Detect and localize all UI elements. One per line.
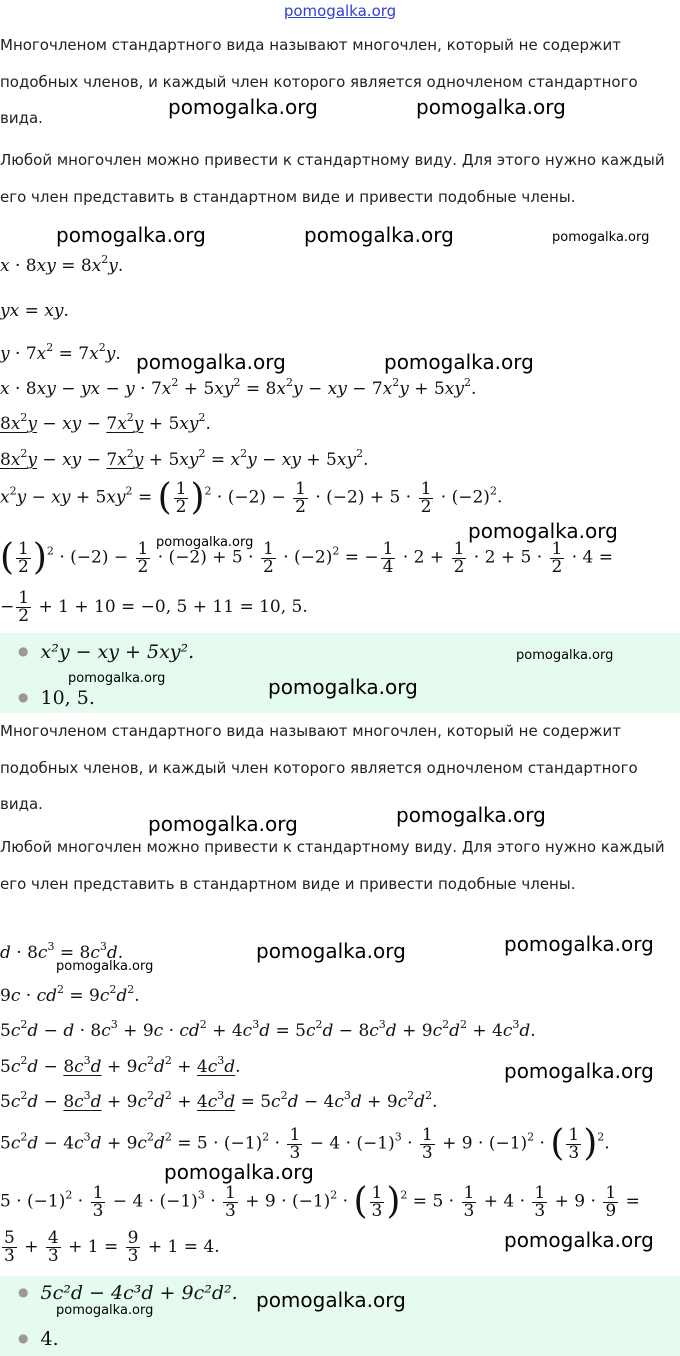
bullet-icon: ● [18,644,29,658]
watermark: pomogalka.org [56,1303,154,1318]
watermark: pomogalka.org [396,803,546,827]
answer-item: ● x²y − xy + 5xy². [18,641,195,663]
answer-item: ● 5c²d − 4c³d + 9c²d². [18,1282,238,1304]
watermark: pomogalka.org [468,519,618,543]
watermark: pomogalka.org [168,95,318,119]
bullet-icon: ● [18,1331,29,1345]
method-paragraph-2: Любой многочлен можно привести к стандартному виду. Для этого нужно каждый его член представить в стандартном виде и привести подобные члены. [0,838,665,893]
math-line: yx = xy. [0,301,69,321]
watermark: pomogalka.org [136,350,286,374]
watermark: pomogalka.org [256,939,406,963]
math-line: $d \cdot 8c^3 = 8c^3d$. [0,940,124,963]
watermark: pomogalka.org [384,350,534,374]
answer-item: ● 4. [18,1328,59,1350]
watermark: pomogalka.org [268,675,418,699]
watermark: pomogalka.org [56,959,154,974]
watermark: pomogalka.org [156,535,254,550]
math-line: $9c \cdot cd^2 = 9c^2d^2$. [0,983,140,1006]
definition-paragraph-2: Многочленом стандартного вида называют многочлен, который не содержит подобных членов, и каждый член которого является одночленом стандартного вида. [0,722,638,813]
watermark: pomogalka.org [552,230,650,245]
method-paragraph-1: Любой многочлен можно привести к стандартному виду. Для этого нужно каждый его член представить в стандартном виде и привести подобные члены. [0,151,665,206]
math-line: ( $\frac{1}{2}$ )$^2$ · (−2) − $\frac{1}{2}$ · (−2) + 5 · $\frac{1}{2}$ · $(-2)^2$ = − $\frac{1}{4}$ · 2 + $\frac{1}{2}$ · 2 + 5 · $\frac{1}{2}$ · 4 = [0,537,614,578]
math-line: $8x^2y$ − xy − $7x^2y + 5xy^2$. [0,411,211,434]
math-line: $x \cdot 8xy = 8x^2y$. [0,253,124,276]
math-line: x · 8xy − yx − $y \cdot 7x^2 + 5xy^2 = 8x^2y$ − xy − $7x^2y + 5xy^2$. [0,376,477,399]
math-line: $5 \cdot (-1)^2$ · $\frac{1}{3}$ − $4 \cdot (-1)^3$ · $\frac{1}{3}$ + $9 \cdot (-1)^2$ · ( $\frac{1}{3}$ )$^2$ = 5 · $\frac{1}{3}$ + 4 · $\frac{1}{3}$ + 9 · $\frac{1}{9}$ = [0,1181,640,1222]
math-line: $\frac{5}{3}$ + $\frac{4}{3}$ + 1 = $\frac{9}{3}$ + 1 = 4. [4,1228,220,1266]
site-link[interactable]: pomogalka.org [283,2,397,20]
watermark: pomogalka.org [416,95,566,119]
answer-item: ● 10, 5. [18,687,95,709]
math-line: $5c^2d - 8c^3d + 9c^2d^2 + 4c^3d = 5c^2d - 4c^3d + 9c^2d^2$. [0,1089,438,1112]
math-line: $5c^2d - 4c^3d + 9c^2d^2 = 5 \cdot (-1)^2$ · $\frac{1}{3}$ − $4 \cdot (-1)^3$ · $\frac{1}{3}$ + $9 \cdot (-1)^2$ · ( $\frac{1}{3}$ )$^2$. [0,1123,610,1164]
bullet-icon: ● [18,690,29,704]
math-line: $x^2y$ − xy + $5xy^2$ = ( $\frac{1}{2}$ )$^2$ · (−2) − $\frac{1}{2}$ · (−2) + 5 · $\frac{1}{2}$ · $(-2)^2$. [0,477,503,518]
watermark: pomogalka.org [516,648,614,663]
watermark: pomogalka.org [304,223,454,247]
watermark: pomogalka.org [164,1160,314,1184]
watermark: pomogalka.org [256,1288,406,1312]
math-line: $y \cdot 7x^2 = 7x^2y$. [0,341,121,364]
watermark: pomogalka.org [504,1228,654,1252]
math-line: − $\frac{1}{2}$ + 1 + 10 = −0, 5 + 11 = 10, 5. [0,588,308,626]
math-line: $5c^2d - 8c^3d + 9c^2d^2 + 4c^3d$. [0,1054,241,1077]
watermark: pomogalka.org [56,223,206,247]
watermark: pomogalka.org [68,671,166,686]
watermark: pomogalka.org [504,1059,654,1083]
math-line: $5c^2d - d \cdot 8c^3 + 9c \cdot cd^2 + 4c^3d = 5c^2d - 8c^3d + 9c^2d^2 + 4c^3d$. [0,1018,536,1041]
math-line: $8x^2y$ − xy − $7x^2y + 5xy^2 = x^2y$ − xy + $5xy^2$. [0,447,369,470]
watermark: pomogalka.org [504,932,654,956]
watermark: pomogalka.org [148,812,298,836]
definition-paragraph-1: Многочленом стандартного вида называют многочлен, который не содержит подобных членов, и каждый член которого является одночленом стандартного вида. [0,36,638,127]
bullet-icon: ● [18,1285,29,1299]
